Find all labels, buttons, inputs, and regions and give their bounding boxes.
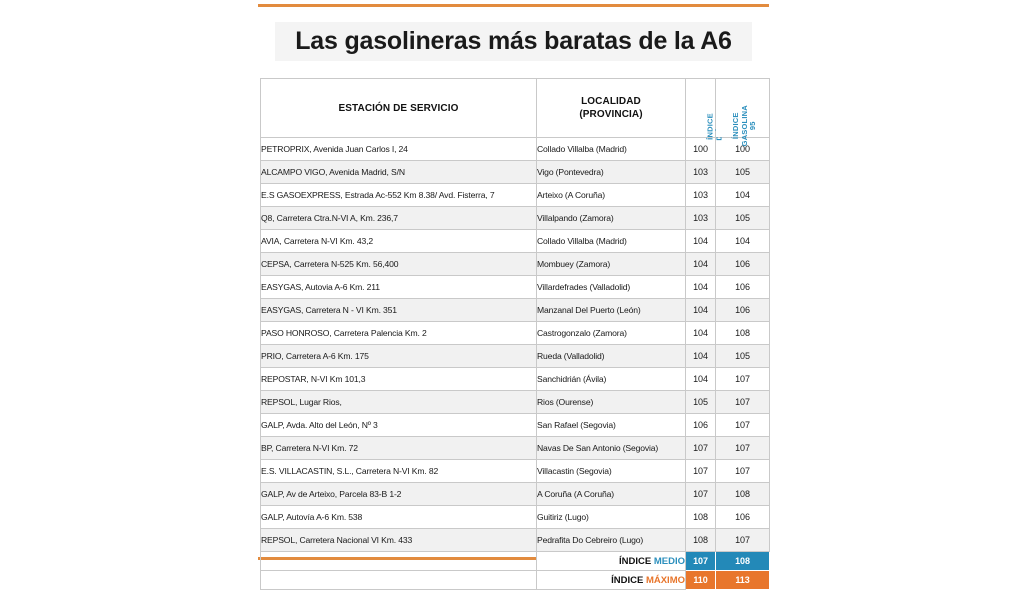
cell-indice-gasolina: 106 xyxy=(716,253,770,276)
summary-maximo-label xyxy=(537,571,686,590)
table-row xyxy=(261,529,770,552)
summary-row-maximo xyxy=(261,571,770,590)
cell-indice-diesel: 107 xyxy=(686,437,716,460)
header-diesel-line1: ÍNDICE xyxy=(705,112,715,140)
header-localidad-line2: (PROVINCIA) xyxy=(579,109,643,120)
summary-row-medio xyxy=(261,552,770,571)
header-indice-gasolina-box xyxy=(716,105,774,147)
cell-estacion: GALP, Autovía A-6 Km. 538 xyxy=(261,506,537,529)
cell-estacion: EASYGAS, Carretera N - VI Km. 351 xyxy=(261,299,537,322)
cell-localidad: Collado Villalba (Madrid) xyxy=(537,138,686,161)
summary-medio-gasolina: 108 xyxy=(716,552,770,571)
cell-indice-diesel: 108 xyxy=(686,529,716,552)
table-row xyxy=(261,207,770,230)
cell-indice-gasolina: 104 xyxy=(716,184,770,207)
header-localidad xyxy=(537,79,686,138)
header-gasolina-line1: ÍNDICE xyxy=(731,112,741,140)
header-indice-gasolina-text xyxy=(732,105,758,146)
cell-indice-diesel: 108 xyxy=(686,506,716,529)
cell-localidad: Arteixo (A Coruña) xyxy=(537,184,686,207)
table-row xyxy=(261,299,770,322)
header-gasolina-line2: GASOLINA xyxy=(739,105,749,147)
cell-localidad: Navas De San Antonio (Segovia) xyxy=(537,437,686,460)
cell-estacion: E.S GASOEXPRESS, Estrada Ac-552 Km 8.38/ Avd. Fisterra, 7 xyxy=(261,184,537,207)
cell-indice-gasolina: 107 xyxy=(716,529,770,552)
cell-estacion: REPSOL, Carretera Nacional VI Km. 433 xyxy=(261,529,537,552)
table-row xyxy=(261,437,770,460)
cell-estacion: GALP, Av de Arteixo, Parcela 83-B 1-2 xyxy=(261,483,537,506)
summary-maximo-diesel: 110 xyxy=(686,571,716,590)
table-row xyxy=(261,391,770,414)
cell-estacion: ALCAMPO VIGO, Avenida Madrid, S/N xyxy=(261,161,537,184)
table-row xyxy=(261,322,770,345)
cell-estacion: REPSOL, Lugar Rios, xyxy=(261,391,537,414)
cell-indice-gasolina: 108 xyxy=(716,322,770,345)
cell-localidad: Castrogonzalo (Zamora) xyxy=(537,322,686,345)
cell-localidad: Villacastin (Segovia) xyxy=(537,460,686,483)
cell-localidad: Villardefrades (Valladolid) xyxy=(537,276,686,299)
cell-estacion: PASO HONROSO, Carretera Palencia Km. 2 xyxy=(261,322,537,345)
header-indice-diesel xyxy=(686,79,716,138)
summary-maximo-label-accent: MÁXIMO xyxy=(645,574,685,586)
cell-estacion: GALP, Avda. Alto del León, Nº 3 xyxy=(261,414,537,437)
summary-maximo-gasolina: 113 xyxy=(716,571,770,590)
cell-indice-gasolina: 107 xyxy=(716,460,770,483)
table-row xyxy=(261,276,770,299)
cell-localidad: Vigo (Pontevedra) xyxy=(537,161,686,184)
table-body xyxy=(261,138,770,552)
cell-indice-diesel: 104 xyxy=(686,230,716,253)
cell-indice-diesel: 104 xyxy=(686,276,716,299)
cell-localidad: Mombuey (Zamora) xyxy=(537,253,686,276)
cell-localidad: Guitiriz (Lugo) xyxy=(537,506,686,529)
cell-localidad: Sanchidrián (Ávila) xyxy=(537,368,686,391)
cell-indice-diesel: 105 xyxy=(686,391,716,414)
table-row xyxy=(261,184,770,207)
cell-indice-gasolina: 107 xyxy=(716,368,770,391)
cell-indice-gasolina: 108 xyxy=(716,483,770,506)
cell-localidad: San Rafael (Segovia) xyxy=(537,414,686,437)
summary-medio-diesel: 107 xyxy=(686,552,716,571)
cell-indice-diesel: 103 xyxy=(686,184,716,207)
cell-indice-diesel: 106 xyxy=(686,414,716,437)
cell-estacion: Q8, Carretera Ctra.N-VI A, Km. 236,7 xyxy=(261,207,537,230)
table-container xyxy=(260,78,769,590)
cell-indice-gasolina: 105 xyxy=(716,161,770,184)
cell-estacion: REPOSTAR, N-VI Km 101,3 xyxy=(261,368,537,391)
cell-indice-diesel: 104 xyxy=(686,253,716,276)
header-indice-gasolina xyxy=(716,79,770,147)
cell-indice-gasolina: 100 xyxy=(716,138,770,161)
table-row xyxy=(261,230,770,253)
summary-medio-label-accent: MEDIO xyxy=(653,555,685,567)
cell-indice-diesel: 107 xyxy=(686,460,716,483)
cell-indice-diesel: 103 xyxy=(686,161,716,184)
header-row xyxy=(261,79,770,138)
cell-indice-gasolina: 106 xyxy=(716,506,770,529)
cell-localidad: A Coruña (A Coruña) xyxy=(537,483,686,506)
summary-medio-blank xyxy=(261,552,537,571)
cell-localidad: Villalpando (Zamora) xyxy=(537,207,686,230)
table-row xyxy=(261,161,770,184)
table-row xyxy=(261,414,770,437)
cell-indice-gasolina: 104 xyxy=(716,230,770,253)
cell-localidad: Rueda (Valladolid) xyxy=(537,345,686,368)
cell-indice-gasolina: 107 xyxy=(716,414,770,437)
cell-estacion: CEPSA, Carretera N-525 Km. 56,400 xyxy=(261,253,537,276)
cell-localidad: Rios (Ourense) xyxy=(537,391,686,414)
cell-indice-gasolina: 105 xyxy=(716,345,770,368)
header-gasolina-line3: 95 xyxy=(748,121,758,131)
cell-estacion: E.S. VILLACASTIN, S.L., Carretera N-VI Km. 82 xyxy=(261,460,537,483)
table-header xyxy=(261,79,770,147)
summary-maximo-label-prefix: ÍNDICE xyxy=(611,574,644,586)
page-title: Las gasolineras más baratas de la A6 xyxy=(295,27,732,55)
cell-indice-gasolina: 107 xyxy=(716,437,770,460)
cell-indice-diesel: 104 xyxy=(686,322,716,345)
cell-localidad: Pedrafita Do Cebreiro (Lugo) xyxy=(537,529,686,552)
table-row xyxy=(261,345,770,368)
cell-localidad: Manzanal Del Puerto (León) xyxy=(537,299,686,322)
cell-estacion: EASYGAS, Autovia A-6 Km. 211 xyxy=(261,276,537,299)
table-row xyxy=(261,253,770,276)
header-localidad-line1: LOCALIDAD xyxy=(581,96,641,107)
summary-medio-label xyxy=(537,552,686,571)
summary-maximo-blank xyxy=(261,571,537,590)
header-estacion: ESTACIÓN DE SERVICIO xyxy=(261,79,537,138)
table-row xyxy=(261,506,770,529)
cell-indice-diesel: 100 xyxy=(686,138,716,161)
table-footer xyxy=(261,552,770,590)
table-row xyxy=(261,138,770,161)
table-row xyxy=(261,483,770,506)
cell-indice-diesel: 104 xyxy=(686,368,716,391)
content-column xyxy=(258,0,769,586)
cell-indice-diesel: 104 xyxy=(686,345,716,368)
cell-indice-gasolina: 106 xyxy=(716,276,770,299)
cell-indice-diesel: 107 xyxy=(686,483,716,506)
table-row xyxy=(261,460,770,483)
summary-medio-label-prefix: ÍNDICE xyxy=(619,555,652,567)
cell-estacion: AVIA, Carretera N-VI Km. 43,2 xyxy=(261,230,537,253)
cell-indice-gasolina: 106 xyxy=(716,299,770,322)
cell-estacion: PRIO, Carretera A-6 Km. 175 xyxy=(261,345,537,368)
cell-indice-gasolina: 107 xyxy=(716,391,770,414)
cell-indice-gasolina: 105 xyxy=(716,207,770,230)
cell-indice-diesel: 103 xyxy=(686,207,716,230)
gas-stations-table xyxy=(260,78,770,590)
cell-indice-diesel: 104 xyxy=(686,299,716,322)
cell-localidad: Collado Villalba (Madrid) xyxy=(537,230,686,253)
top-rule xyxy=(258,4,769,7)
table-row xyxy=(261,368,770,391)
cell-estacion: BP, Carretera N-VI Km. 72 xyxy=(261,437,537,460)
cell-estacion: PETROPRIX, Avenida Juan Carlos I, 24 xyxy=(261,138,537,161)
